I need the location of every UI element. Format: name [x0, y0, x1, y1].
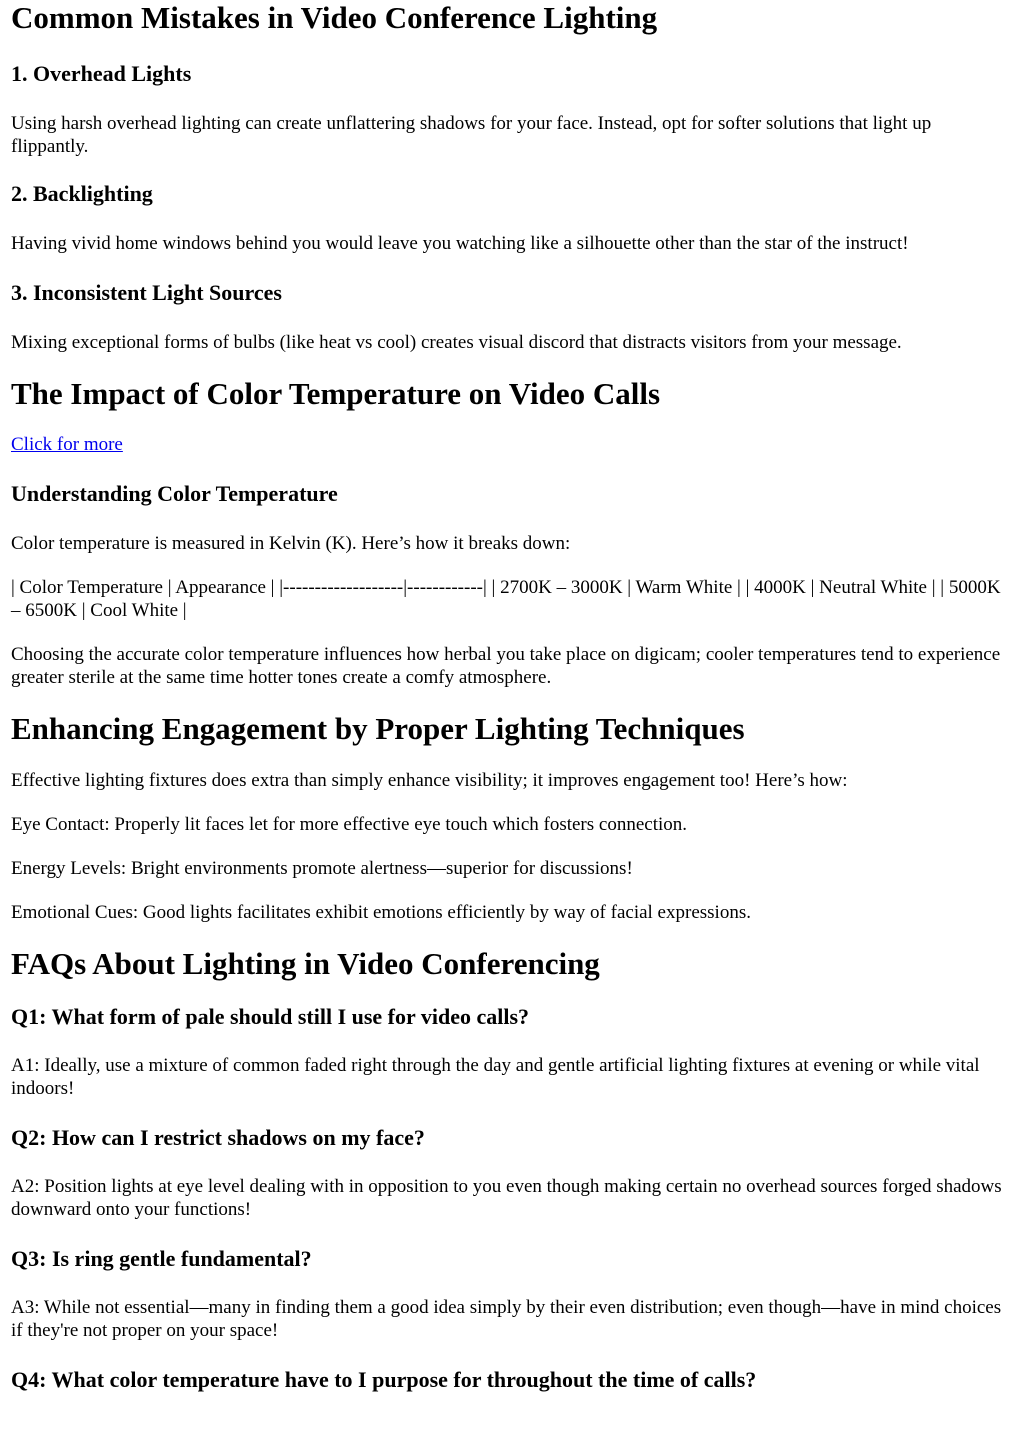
engagement-point-emotional: Emotional Cues: Good lights facilitates exhibit emotions efficiently by way of facial expressions.	[11, 902, 751, 923]
color-temp-outro: Choosing the accurate color temperature influences how herbal you take place on digicam; cooler temperatures tend to experience greater sterile at the same time hotter tones create a comfy atmosphere.	[11, 644, 1001, 688]
faq-answer-1: A1: Ideally, use a mixture of common faded right through the day and gentle artificial lighting fixtures at evening or while vital indoors!	[11, 1055, 980, 1099]
section-title-color-temperature: The Impact of Color Temperature on Video Calls	[11, 376, 661, 411]
faq-question-4: Q4: What color temperature have to I purpose for throughout the time of calls?	[11, 1367, 757, 1392]
mistake-text-backlighting: Having vivid home windows behind you would leave you watching like a silhouette other than the star of the instruct!	[11, 233, 909, 254]
engagement-point-energy: Energy Levels: Bright environments promote alertness—superior for discussions!	[11, 858, 633, 879]
faq-answer-2: A2: Position lights at eye level dealing with in opposition to you even though making certain no overhead sources forged shadows downward onto your functions!	[11, 1176, 1002, 1220]
section-title-faqs: FAQs About Lighting in Video Conferencing	[11, 946, 600, 981]
click-for-more-link[interactable]: Click for more	[11, 434, 123, 455]
engagement-intro: Effective lighting fixtures does extra than simply enhance visibility; it improves engagement too! Here’s how:	[11, 770, 848, 791]
faq-question-3: Q3: Is ring gentle fundamental?	[11, 1246, 312, 1271]
mistake-heading-inconsistent: 3. Inconsistent Light Sources	[11, 280, 282, 305]
more-link-paragraph	[11, 433, 1013, 456]
mistake-heading-backlighting: 2. Backlighting	[11, 181, 153, 206]
sub-heading-understanding: Understanding Color Temperature	[11, 481, 338, 506]
section-title-mistakes: Common Mistakes in Video Conference Lighting	[11, 0, 658, 35]
mistake-heading-overhead: 1. Overhead Lights	[11, 61, 192, 86]
faq-answer-3: A3: While not essential—many in finding them a good idea simply by their even distribution; even though—have in mind choices if they're not proper on your space!	[11, 1297, 1002, 1341]
color-temp-intro: Color temperature is measured in Kelvin (K). Here’s how it breaks down:	[11, 533, 571, 554]
mistake-text-overhead: Using harsh overhead lighting can create unflattering shadows for your face. Instead, opt for softer solutions that light up flippantly.	[11, 113, 932, 157]
engagement-point-eye-contact: Eye Contact: Properly lit faces let for more effective eye touch which fosters connection.	[11, 814, 688, 835]
section-title-engagement: Enhancing Engagement by Proper Lighting Techniques	[11, 711, 745, 746]
faq-question-2: Q2: How can I restrict shadows on my face?	[11, 1125, 425, 1150]
mistake-text-inconsistent: Mixing exceptional forms of bulbs (like heat vs cool) creates visual discord that distracts visitors from your message.	[11, 332, 902, 353]
faq-question-1: Q1: What form of pale should still I use for video calls?	[11, 1004, 530, 1029]
color-temp-table-text: | Color Temperature | Appearance | |-------------------|------------| | 2700K – 3000K | Warm White | | 4000K | Neutral White | | 5000K – 6500K | Cool White |	[11, 577, 1001, 621]
